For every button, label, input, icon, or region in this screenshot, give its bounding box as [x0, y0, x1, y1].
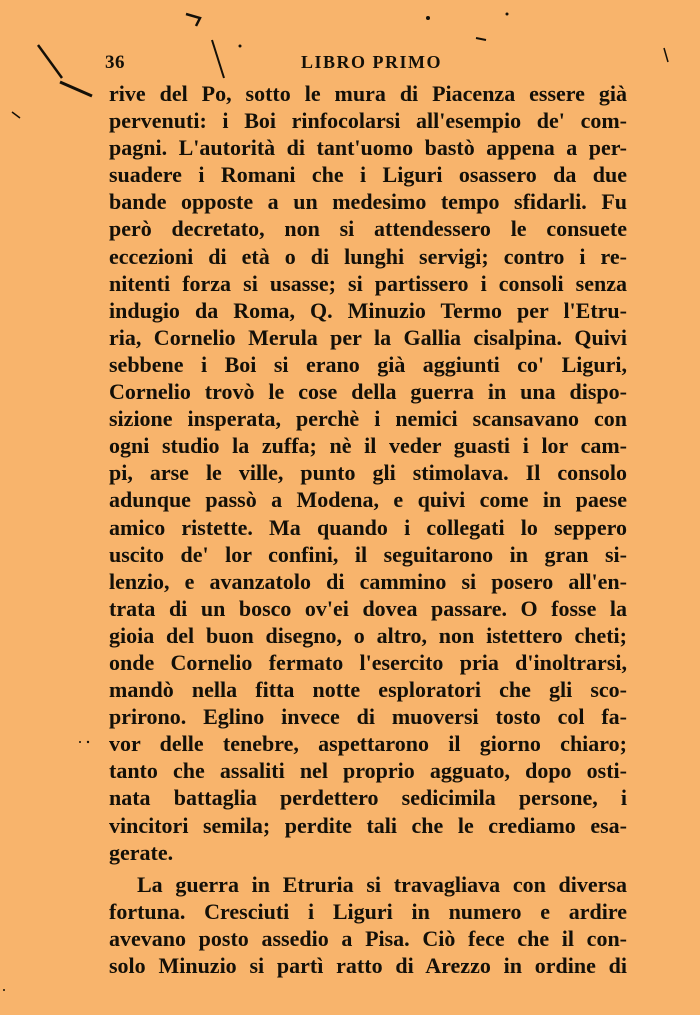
text-line: vincitori semila; perdite tali che le crediamo esa-: [109, 812, 627, 838]
text-line: pervenuti: i Boi rinfocolarsi all'esempio de' com-: [109, 108, 627, 134]
text-line: trata di un bosco ov'ei dovea passare. O fosse la: [109, 595, 627, 621]
body-text: [109, 80, 627, 979]
text-line: nata battaglia perdettero sedicimila persone, i: [109, 785, 627, 811]
text-line: sizione insperata, perchè i nemici scansavano con: [109, 406, 627, 432]
text-line: amico ristette. Ma quando i collegati lo seppero: [109, 514, 627, 540]
text-line: nitenti forza si usasse; si partissero i consoli senza: [109, 270, 627, 296]
speck: [506, 13, 509, 16]
paragraph-1: [109, 80, 627, 866]
stray-mark: [38, 45, 62, 78]
text-line: sebbene i Boi si erano già aggiunti co' Liguri,: [109, 351, 627, 377]
text-line: avevano posto assedio a Pisa. Ciò fece che il con-: [109, 925, 627, 951]
stray-mark: [476, 38, 486, 40]
text-line: La guerra in Etruria si travagliava con diversa: [137, 871, 627, 897]
text-line: uscito de' lor confini, il seguitarono in gran si-: [109, 541, 627, 567]
text-line: ria, Cornelio Merula per la Gallia cisalpina. Quivi: [109, 324, 627, 350]
text-line: adunque passò a Modena, e quivi come in paese: [109, 487, 627, 513]
page-header: [105, 52, 625, 82]
text-line: prirono. Eglino invece di muoversi tosto col fa-: [109, 704, 627, 730]
text-line: eccezioni di età o di lunghi servigi; contro i re-: [109, 243, 627, 269]
stray-mark: [12, 112, 20, 118]
text-line: però decretato, non si attendessero le consuete: [109, 216, 627, 242]
page-number: 36: [105, 52, 125, 73]
text-line: pagni. L'autorità di tant'uomo bastò appena a per-: [109, 135, 627, 161]
speck: [239, 45, 242, 48]
text-line: onde Cornelio fermato l'esercito pria d'inoltrarsi,: [109, 649, 627, 675]
text-line: fortuna. Cresciuti i Liguri in numero e ardire: [109, 898, 627, 924]
speck: [426, 16, 430, 20]
text-line: tanto che assaliti nel proprio agguato, dopo osti-: [109, 758, 627, 784]
speck: [79, 741, 81, 743]
text-line: solo Minuzio si partì ratto di Arezzo in ordine di: [109, 953, 627, 978]
stray-mark: [186, 14, 200, 26]
text-line: ogni studio la zuffa; nè il veder guasti i lor cam-: [109, 433, 627, 459]
text-line: vor delle tenebre, aspettarono il giorno chiaro;: [109, 731, 627, 757]
text-line: gerate.: [109, 839, 174, 865]
text-line: mandò nella fitta notte esploratori che gli sco-: [109, 677, 627, 703]
paragraph-2: [109, 871, 627, 979]
running-head: LIBRO PRIMO: [301, 52, 443, 72]
text-line: rive del Po, sotto le mura di Piacenza essere già: [109, 81, 627, 106]
text-line: lenzio, e avanzatolo di cammino si posero all'en-: [109, 568, 627, 594]
text-line: Cornelio trovò le cose della guerra in una dispo-: [109, 379, 627, 405]
text-line: suadere i Romani che i Liguri osassero da due: [109, 162, 627, 188]
text-line: bande opposte a un medesimo tempo sfidarli. Fu: [109, 189, 627, 215]
text-line: pi, arse le ville, punto gli stimolava. Il consolo: [109, 460, 627, 486]
speck: [3, 989, 5, 991]
speck: [87, 741, 89, 743]
stray-mark: [60, 82, 92, 96]
text-line: indugio da Roma, Q. Minuzio Termo per l'Etru-: [109, 297, 627, 323]
stray-mark: [664, 48, 668, 62]
text-line: gioia del buon disegno, o altro, non istettero cheti;: [109, 622, 627, 648]
